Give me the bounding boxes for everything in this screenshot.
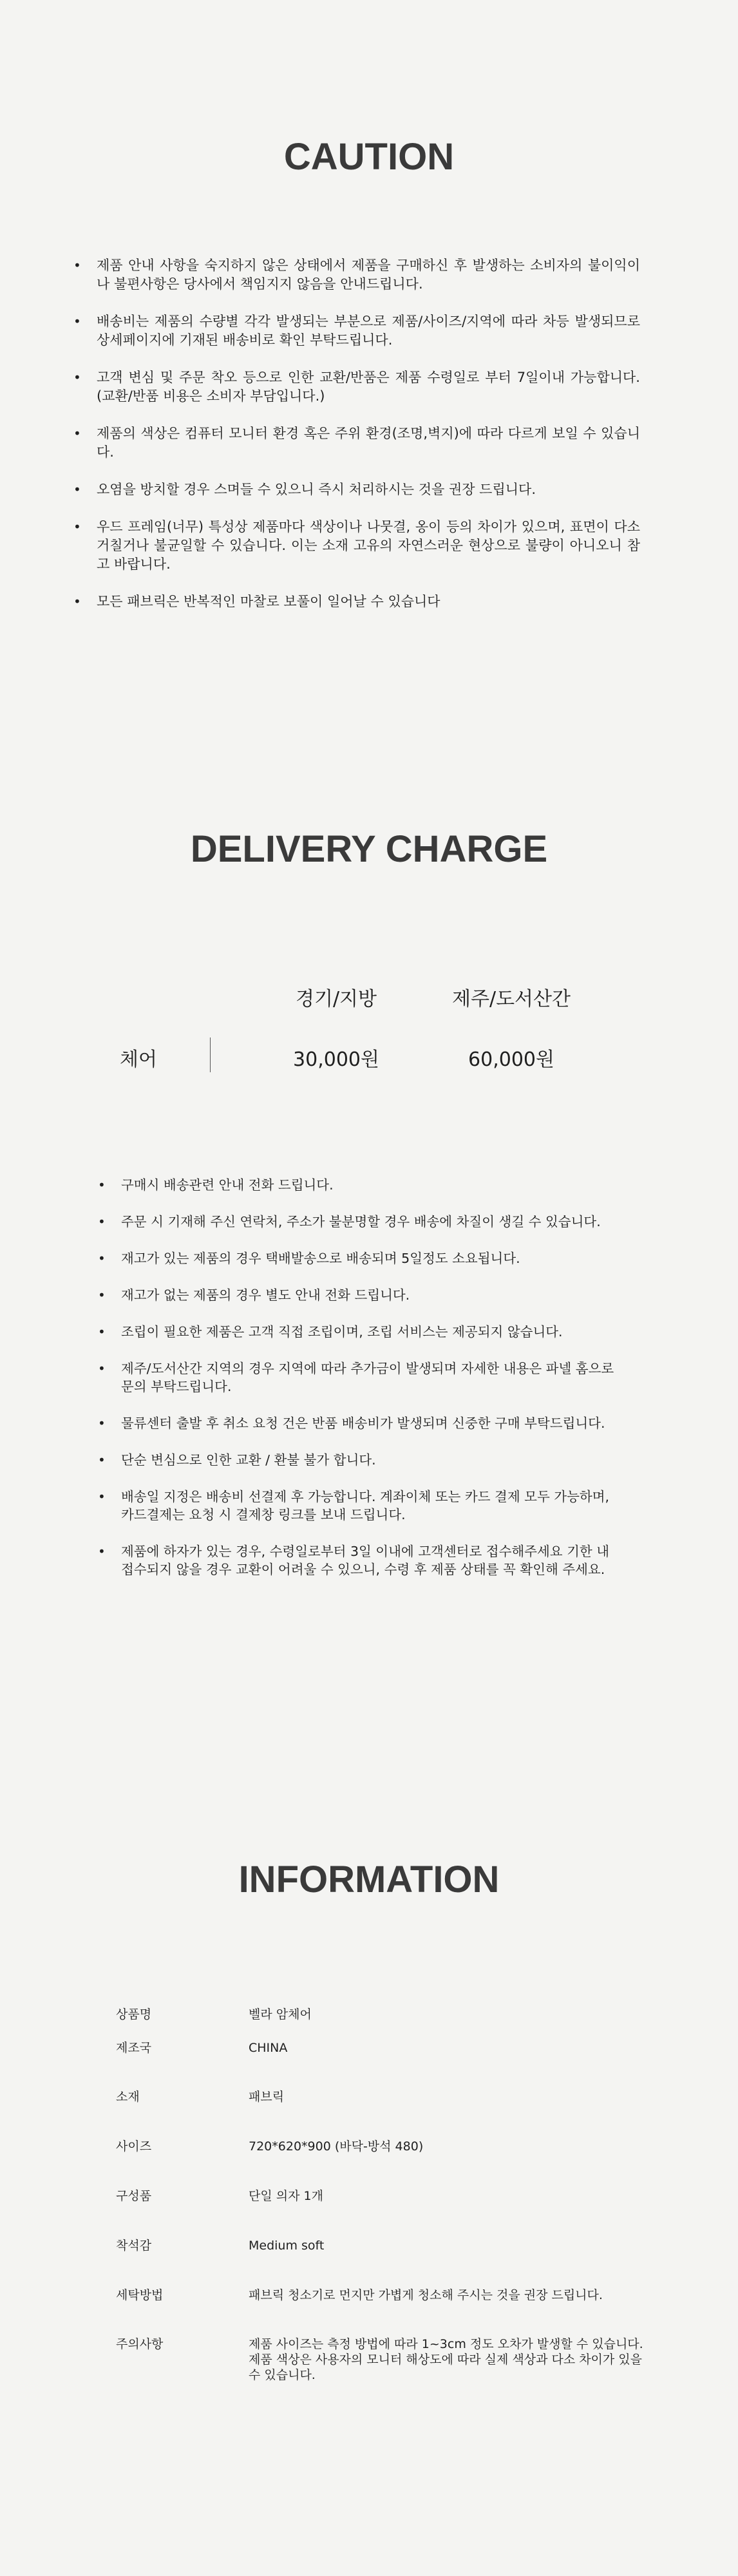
caution-item: • 오염을 방치할 경우 스며들 수 있으니 즉시 처리하시는 것을 권장 드립니다. — [73, 480, 640, 499]
info-label: 소재 — [116, 2090, 140, 2104]
caution-item: • 고객 변심 및 주문 착오 등으로 인한 교환/반품은 제품 수령일로 부터 7일이내 가능합니다. (교환/반품 비용은 소비자 부담입니다.) — [73, 368, 640, 406]
info-value: 제품 사이즈는 측정 방법에 따라 1~3cm 정도 오차가 발생할 수 있습니다. 제품 색상은 사용자의 모니터 해상도에 따라 실제 색상과 다소 차이가 있을 수 있습니다. — [249, 2337, 643, 2382]
delivery-note: • 물류센터 출발 후 취소 요청 건은 반품 배송비가 발생되며 신중한 구매 부탁드립니다. — [98, 1414, 626, 1432]
info-label: 세탁방법 — [116, 2288, 164, 2302]
info-value: 패브릭 — [249, 2090, 285, 2104]
charge-divider — [210, 1037, 211, 1072]
charge-value-region: 30,000원 — [293, 1048, 379, 1071]
info-value: CHINA — [249, 2041, 288, 2055]
caution-heading: CAUTION — [283, 136, 455, 178]
caution-item: • 제품의 색상은 컴퓨터 모니터 환경 혹은 주위 환경(조명,벽지)에 따라 다르게 보일 수 있습니다. — [73, 424, 640, 462]
delivery-note: • 제주/도서산간 지역의 경우 지역에 따라 추가금이 발생되며 자세한 내용은 파넬 홈으로 문의 부탁드립니다. — [98, 1359, 626, 1396]
delivery-notes-list — [98, 1176, 626, 1597]
info-value: Medium soft — [249, 2239, 325, 2253]
charge-row-label: 체어 — [120, 1048, 157, 1071]
caution-item: • 배송비는 제품의 수량별 각각 발생되는 부분으로 제품/사이즈/지역에 따라 차등 발생되므로 상세페이지에 기재된 배송비로 확인 부탁드립니다. — [73, 312, 640, 350]
info-value: 패브릭 청소기로 먼지만 가볍게 청소해 주시는 것을 권장 드립니다. — [249, 2288, 603, 2302]
info-value: 720*620*900 (바닥-방석 480) — [249, 2139, 424, 2154]
delivery-note: • 조립이 필요한 제품은 고객 직접 조립이며, 조립 서비스는 제공되지 않습니다. — [98, 1323, 626, 1341]
info-value: 단일 의자 1개 — [249, 2189, 323, 2203]
information-heading: INFORMATION — [238, 1859, 500, 1900]
info-label: 상품명 — [116, 2007, 152, 2022]
info-label: 구성품 — [116, 2189, 152, 2203]
caution-item: • 우드 프레임(너무) 특성상 제품마다 색상이나 나뭇결, 옹이 등의 차이가 있으며, 표면이 다소 거칠거나 불균일할 수 있습니다. 이는 소재 고유의 자연스러운 현상으로 불량이 아니오니 참고 바랍니다. — [73, 518, 640, 574]
caution-item: • 모든 패브릭은 반복적인 마찰로 보풀이 일어날 수 있습니다 — [73, 592, 640, 611]
charge-value-island: 60,000원 — [468, 1048, 554, 1071]
delivery-note: • 주문 시 기재해 주신 연락처, 주소가 불분명할 경우 배송에 차질이 생길 수 있습니다. — [98, 1213, 626, 1231]
delivery-note: • 단순 변심으로 인한 교환 / 환불 불가 합니다. — [98, 1451, 626, 1469]
info-label: 착석감 — [116, 2239, 152, 2253]
delivery-note: • 배송일 지정은 배송비 선결제 후 가능합니다. 계좌이체 또는 카드 결제 모두 가능하며, 카드결제는 요청 시 결제창 링크를 보내 드립니다. — [98, 1488, 626, 1524]
caution-item: • 제품 안내 사항을 숙지하지 않은 상태에서 제품을 구매하신 후 발생하는 소비자의 불이익이나 불편사항은 당사에서 책임지지 않음을 안내드립니다. — [73, 256, 640, 294]
delivery-note: • 재고가 있는 제품의 경우 택배발송으로 배송되며 5일정도 소요됩니다. — [98, 1249, 626, 1267]
caution-list — [73, 256, 640, 630]
delivery-note: • 구매시 배송관련 안내 전화 드립니다. — [98, 1176, 626, 1194]
delivery-note: • 제품에 하자가 있는 경우, 수령일로부터 3일 이내에 고객센터로 접수해주세요 기한 내 접수되지 않을 경우 교환이 어려울 수 있으니, 수령 후 제품 상태를 꼭 확인해 주세요. — [98, 1542, 626, 1578]
info-label: 사이즈 — [116, 2139, 152, 2154]
delivery-note: • 재고가 없는 제품의 경우 별도 안내 전화 드립니다. — [98, 1286, 626, 1304]
info-label: 제조국 — [116, 2041, 152, 2055]
charge-column-region: 경기/지방 — [295, 988, 377, 1010]
delivery-heading: DELIVERY CHARGE — [190, 828, 548, 870]
info-value: 벨라 암체어 — [249, 2007, 312, 2022]
info-label: 주의사항 — [116, 2337, 164, 2351]
charge-column-island: 제주/도서산간 — [452, 988, 571, 1010]
